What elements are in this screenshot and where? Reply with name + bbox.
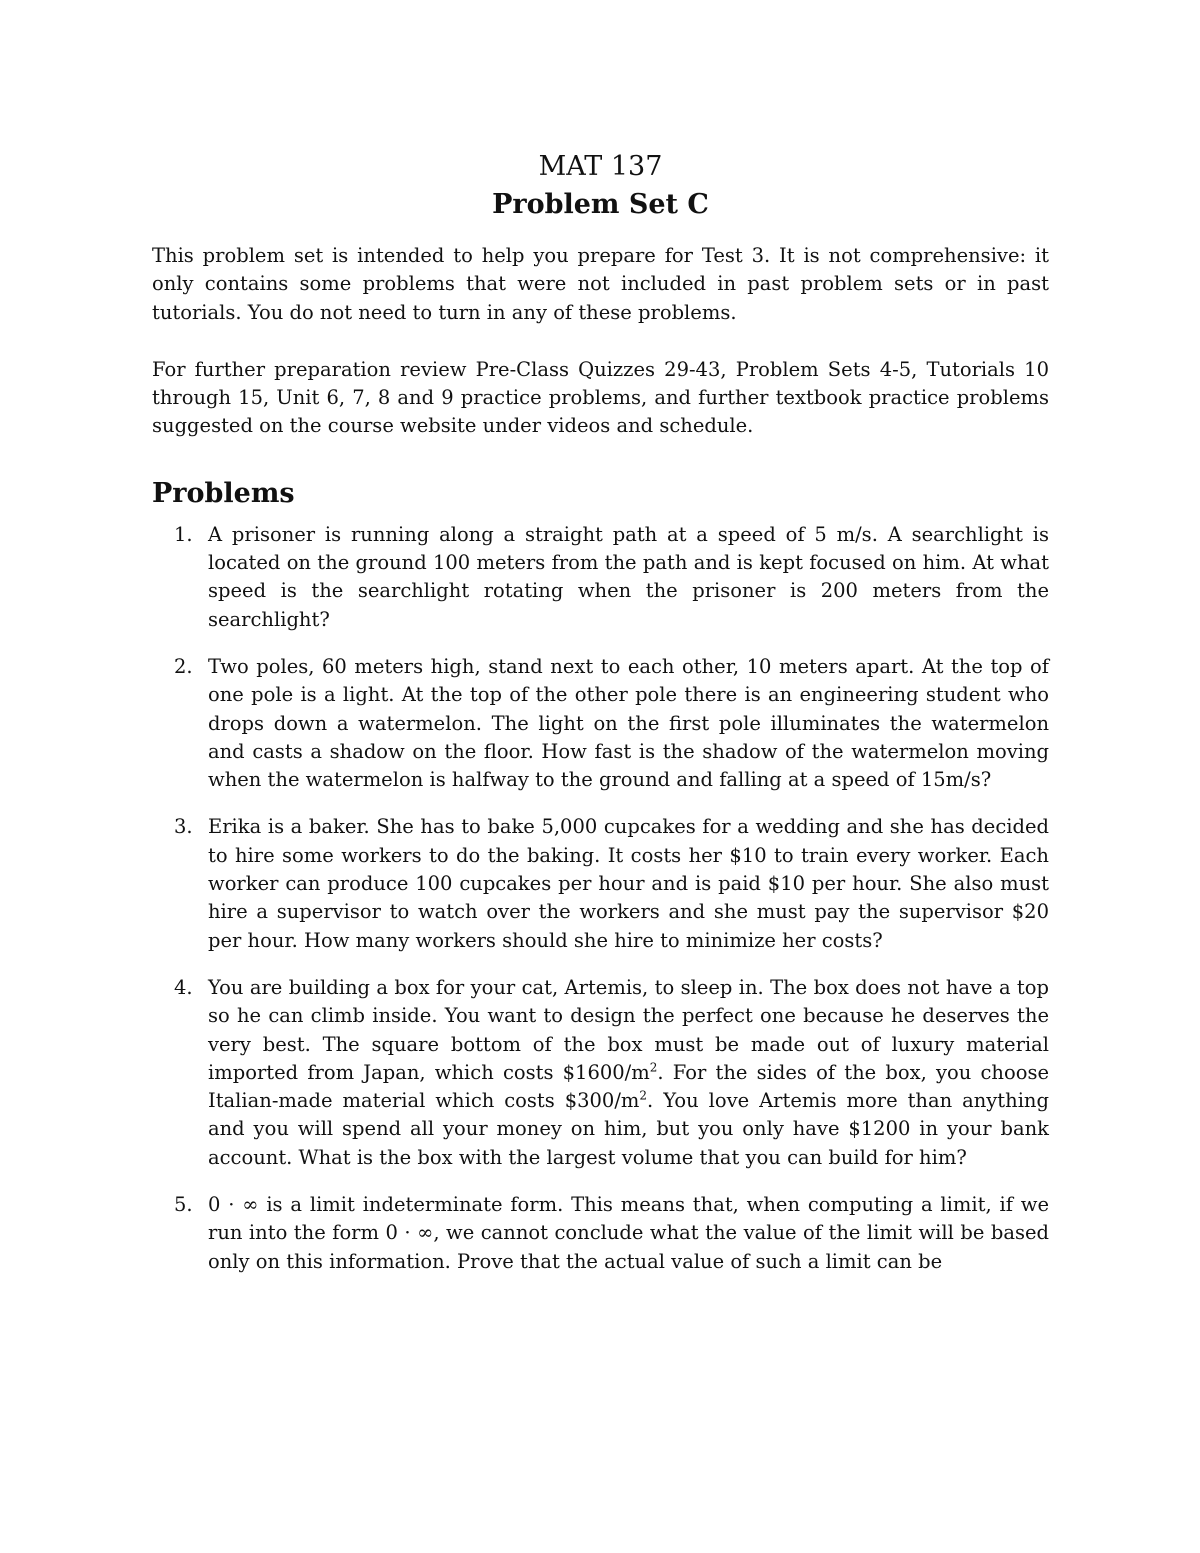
problem-text: A prisoner is running along a straight path at a speed of 5 m/s. A searchlight is located on the ground 100 meters from the path and is kept focused on him. At what speed is the searchlight rotating when the prisoner is 200 meters from the searchlight? [208,522,1049,631]
intro-paragraph-2: For further preparation review Pre-Class Quizzes 29-43, Problem Sets 4-5, Tutorials 10 through 15, Unit 6, 7, 8 and 9 practice problems, and further textbook practice problems suggested on the course website under videos and schedule. [152,357,1049,438]
problems-list [152,521,1049,1276]
document-page [152,150,1049,1295]
problem-text-part: . You love Artemis more than anything and you will spend all your money on him, but you only have $1200 in your bank account. What is the box with the largest volume that you can build for him? [208,1089,1049,1169]
problem-number: 2. [174,654,193,678]
problem-item-1 [152,521,1049,634]
problem-text: 0 · ∞ is a limit indeterminate form. This means that, when computing a limit, if we run into the form 0 · ∞, we cannot conclude what the value of the limit will be based only on this information. Prove that the actual value of such a limit can be [208,1193,1049,1273]
intro-paragraph-1: This problem set is intended to help you prepare for Test 3. It is not comprehensive: it only contains some problems that were not included in past problem sets or in past tutorials. You do not need to turn in any of these problems. [152,244,1049,324]
problem-text [208,974,1049,1172]
problem-number: 3. [174,815,193,839]
problem-item-5 [152,1191,1049,1276]
problem-item-4 [152,974,1049,1172]
problem-number: 4. [174,975,193,999]
problem-text: Erika is a baker. She has to bake 5,000 cupcakes for a wedding and she has decided to hire some workers to do the baking. It costs her $10 to train every worker. Each worker can produce 100 cupcakes per hour and is paid $10 per hour. She also must hire a supervisor to watch over the workers and she must pay the supervisor $20 per hour. How many workers should she hire to minimize her costs? [208,815,1049,952]
superscript: 2 [649,1060,658,1075]
problem-text-part: You are building a box for your cat, Artemis, to sleep in. The box does not have a top so he can climb inside. You want to design the perfect one because he deserves the very best. The square bottom of the box must be made out of luxury material imported from Japan, which costs $1600/m [208,975,1049,1084]
problem-number: 5. [174,1193,193,1217]
course-title: MAT 137 [538,151,663,182]
problem-number: 1. [174,522,193,546]
problem-text: Two poles, 60 meters high, stand next to each other, 10 meters apart. At the top of one pole is a light. At the top of the other pole there is an engineering student who drops down a watermelon. The light on the first pole illuminates the watermelon and casts a shadow on the floor. How fast is the shadow of the watermelon moving when the watermelon is halfway to the ground and falling at a speed of 15m/s? [208,654,1049,792]
problems-heading: Problems [152,477,295,509]
problem-item-2 [152,653,1049,794]
problem-text-part: . For the sides of the box, you choose Italian-made material which costs $300/m [208,1060,1049,1113]
problem-set-title: Problem Set C [492,189,709,220]
superscript: 2 [639,1088,648,1103]
problem-item-3 [152,813,1049,954]
